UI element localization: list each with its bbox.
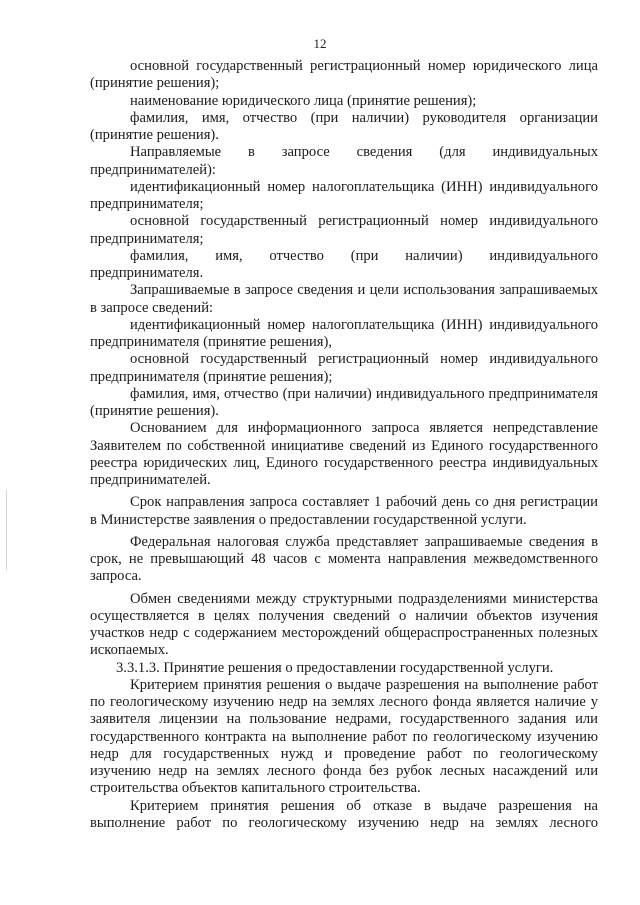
margin-scan-mark <box>6 490 7 570</box>
paragraph: основной государственный регистрационный номер юридического лица (принятие решения); <box>90 58 598 92</box>
paragraph: Основанием для информационного запроса является непредставление Заявителем по собственной инициативе сведений из Единого государственного реестра юридических лиц, Единого государственного реестра индивидуальных предпринимателей. <box>90 420 598 488</box>
paragraph: Федеральная налоговая служба представляет запрашиваемые сведения в срок, не превышающий 48 часов с момента направления межведомственного запроса. <box>90 533 598 585</box>
paragraph: идентификационный номер налогоплательщика (ИНН) индивидуального предпринимателя; <box>90 178 598 212</box>
paragraph: 3.3.1.3. Принятие решения о предоставлении государственной услуги. <box>116 659 554 676</box>
paragraph: фамилия, имя, отчество (при наличии) индивидуального предпринимателя. <box>90 247 598 281</box>
paragraph: Критерием принятия решения об отказе в выдаче разрешения на выполнение работ по геологическому изучению недр на землях лесного <box>90 797 598 831</box>
paragraph: Критерием принятия решения о выдаче разрешения на выполнение работ по геологическому изучению недр на землях лесного фонда является наличие у заявителя лицензии на пользование недрами, государственного задания или государственного контракта на выполнение работ по геологическому изучению недр для государственных нужд и проведение работ по геологическому изучению недр на землях лесного фонда без рубок лесных насаждений или строительства объектов капитального строительства. <box>90 676 598 797</box>
paragraph: Запрашиваемые в запросе сведения и цели использования запрашиваемых в запросе сведений: <box>90 282 598 316</box>
document-body <box>90 58 598 832</box>
paragraph: фамилия, имя, отчество (при наличии) индивидуального предпринимателя (принятие решения). <box>90 385 598 419</box>
paragraph: фамилия, имя, отчество (при наличии) руководителя организации (принятие решения). <box>90 109 598 143</box>
paragraph: Срок направления запроса составляет 1 рабочий день со дня регистрации в Министерстве заявления о предоставлении государственной услуги. <box>90 494 598 528</box>
paragraph: основной государственный регистрационный номер индивидуального предпринимателя (принятие решения); <box>90 351 598 385</box>
paragraph: основной государственный регистрационный номер индивидуального предпринимателя; <box>90 213 598 247</box>
paragraph: наименование юридического лица (принятие решения); <box>130 92 477 109</box>
paragraph: Обмен сведениями между структурными подразделениями министерства осуществляется в целях получения сведений о наличии объектов изучения участков недр с содержанием месторождений общераспространенных полезных ископаемых. <box>90 590 598 659</box>
page-number: 12 <box>313 36 327 51</box>
paragraph: идентификационный номер налогоплательщика (ИНН) индивидуального предпринимателя (принятие решения), <box>90 316 598 350</box>
paragraph: Направляемые в запросе сведения (для индивидуальных предпринимателей): <box>90 144 598 178</box>
